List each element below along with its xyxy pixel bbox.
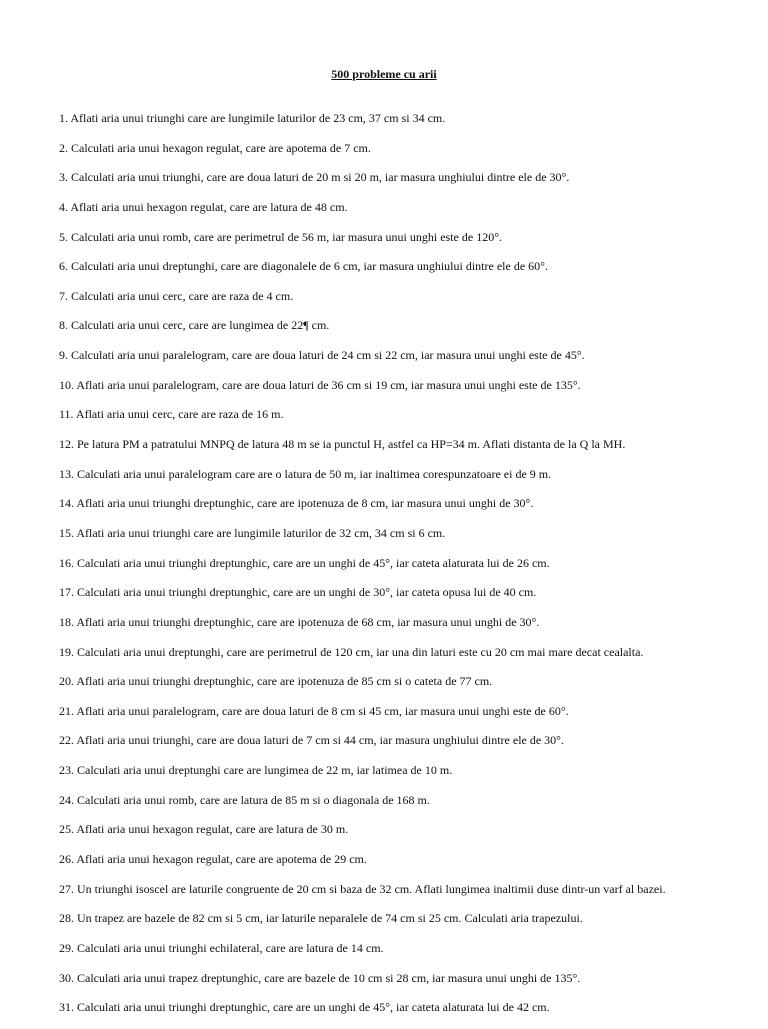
problem-item	[59, 258, 759, 288]
problem-text: Calculati aria unui triunghi dreptunghic, care are un unghi de 45°, iar cateta alaturata lui de 26 cm.	[77, 555, 550, 570]
problem-text: Calculati aria unui cerc, care are lungimea de 22¶ cm.	[71, 318, 330, 333]
problem-item	[59, 762, 759, 792]
problem-text: Aflati aria unui triunghi dreptunghic, care are ipotenuza de 8 cm, iar masura unui unghi de 30°.	[76, 496, 534, 511]
problem-text: Aflati aria unui hexagon regulat, care are latura de 48 cm.	[70, 199, 348, 214]
problem-text: Calculati aria unui dreptunghi care are lungimea de 22 m, iar latimea de 10 m.	[77, 763, 453, 778]
problem-text: Aflati aria unui triunghi care are lungimile laturilor de 23 cm, 37 cm si 34 cm.	[70, 111, 446, 125]
problem-text: Calculati aria unui triunghi, care are doua laturi de 20 m si 20 m, iar masura unghiului dintre ele de 30°.	[71, 170, 570, 185]
problem-item	[59, 140, 759, 170]
problem-item	[59, 436, 759, 466]
problem-number: 12.	[59, 437, 74, 452]
problem-item	[59, 347, 759, 377]
problem-number: 29.	[59, 940, 74, 955]
problem-item	[59, 406, 759, 436]
problem-item	[59, 584, 759, 614]
problem-text: Calculati aria unui triunghi echilateral, care are latura de 14 cm.	[77, 940, 384, 955]
problem-text: Calculati aria unui dreptunghi, care are perimetrul de 120 cm, iar una din laturi este cu 20 cm mai mare decat cealalta.	[77, 644, 644, 659]
problem-text: Calculati aria unui trapez dreptunghic, care are bazele de 10 cm si 28 cm, iar masura unui unghi de 135°.	[77, 970, 581, 985]
problem-text: Un trapez are bazele de 82 cm si 5 cm, iar laturile neparalele de 74 cm si 25 cm. Calculati aria trapezului.	[77, 911, 583, 926]
problem-number: 15.	[59, 525, 74, 540]
problem-number: 26.	[59, 852, 74, 867]
problem-item	[59, 821, 759, 851]
problem-text: Calculati aria unui romb, care are perimetrul de 56 m, iar masura unui unghi este de 120°.	[71, 229, 502, 244]
problem-number: 30.	[59, 970, 74, 985]
problem-number: 10.	[59, 377, 74, 392]
problem-item	[59, 703, 759, 733]
problem-number: 6.	[59, 259, 68, 274]
problem-text: Aflati aria unui triunghi dreptunghic, care are ipotenuza de 85 cm si o cateta de 77 cm.	[76, 674, 493, 689]
problem-number: 16.	[59, 555, 74, 570]
problem-number: 19.	[59, 644, 74, 659]
problem-item	[59, 999, 759, 1029]
problem-item	[59, 169, 759, 199]
problem-item	[59, 970, 759, 1000]
problem-item	[59, 110, 759, 140]
problem-item	[59, 555, 759, 585]
problem-number: 24.	[59, 792, 74, 807]
problem-number: 25.	[59, 822, 74, 837]
problem-text: Un triunghi isoscel are laturile congruente de 20 cm si baza de 32 cm. Aflati lungimea inaltimii duse dintr-un varf al bazei.	[77, 881, 666, 896]
problem-item	[59, 288, 759, 318]
problem-number: 27.	[59, 881, 74, 896]
problem-number: 9.	[59, 348, 68, 363]
problem-item	[59, 466, 759, 496]
problem-number: 11.	[59, 407, 74, 422]
problem-item	[59, 317, 759, 347]
document-title: 500 probleme cu arii	[331, 67, 437, 81]
problem-item	[59, 199, 759, 229]
problem-text: Aflati aria unui triunghi dreptunghic, care are ipotenuza de 68 cm, iar masura unui unghi de 30°.	[76, 614, 540, 629]
problem-item	[59, 792, 759, 822]
problem-text: Aflati aria unui triunghi, care are doua laturi de 7 cm si 44 cm, iar masura unghiului dintre ele de 30°.	[76, 733, 564, 748]
problem-item	[59, 614, 759, 644]
problem-text: Aflati aria unui triunghi care are lungimile laturilor de 32 cm, 34 cm si 6 cm.	[76, 525, 446, 540]
problem-text: Aflati aria unui hexagon regulat, care are latura de 30 m.	[76, 822, 349, 837]
problem-item	[59, 229, 759, 259]
problem-number: 7.	[59, 288, 68, 303]
problem-number: 1.	[59, 111, 68, 125]
problem-text: Calculati aria unui romb, care are latura de 85 m si o diagonala de 168 m.	[77, 792, 430, 807]
problem-text: Aflati aria unui hexagon regulat, care are apotema de 29 cm.	[76, 852, 367, 867]
problem-number: 31.	[59, 1000, 74, 1015]
problem-number: 2.	[59, 140, 68, 155]
problem-text: Aflati aria unui paralelogram, care are doua laturi de 36 cm si 19 cm, iar masura unui unghi este de 135°.	[76, 377, 581, 392]
problem-number: 14.	[59, 496, 74, 511]
problem-item	[59, 940, 759, 970]
problem-text: Calculati aria unui hexagon regulat, care are apotema de 7 cm.	[71, 140, 371, 155]
problem-number: 17.	[59, 585, 74, 600]
problem-text: Calculati aria unui dreptunghi, care are diagonalele de 6 cm, iar masura unghiului dintre ele de 60°.	[71, 259, 548, 274]
problem-item	[59, 525, 759, 555]
problem-item	[59, 732, 759, 762]
problem-number: 18.	[59, 614, 74, 629]
problem-text: Calculati aria unui triunghi dreptunghic, care are un unghi de 30°, iar cateta opusa lui de 40 cm.	[77, 585, 537, 600]
problem-item	[59, 673, 759, 703]
problem-item	[59, 910, 759, 940]
problem-number: 28.	[59, 911, 74, 926]
problem-number: 23.	[59, 763, 74, 778]
problem-number: 22.	[59, 733, 74, 748]
problem-number: 20.	[59, 674, 74, 689]
problem-number: 8.	[59, 318, 68, 333]
problem-text: Pe latura PM a patratului MNPQ de latura 48 m se ia punctul H, astfel ca HP=34 m. Aflati distanta de la Q la MH.	[77, 437, 626, 452]
problem-item	[59, 377, 759, 407]
problem-number: 13.	[59, 466, 74, 481]
problem-item	[59, 495, 759, 525]
problem-number: 4.	[59, 199, 68, 214]
problem-text: Calculati aria unui triunghi dreptunghic, care are un unghi de 45°, iar cateta alaturata lui de 42 cm.	[77, 1000, 550, 1015]
problem-number: 5.	[59, 229, 68, 244]
problem-text: Calculati aria unui paralelogram, care are doua laturi de 24 cm si 22 cm, iar masura unui unghi este de 45°.	[71, 348, 585, 363]
problem-text: Calculati aria unui cerc, care are raza de 4 cm.	[71, 288, 294, 303]
problem-item	[59, 881, 759, 911]
problem-number: 21.	[59, 703, 74, 718]
problem-text: Aflati aria unui cerc, care are raza de 16 m.	[75, 407, 284, 422]
problem-text: Aflati aria unui paralelogram, care are doua laturi de 8 cm si 45 cm, iar masura unui unghi este de 60°.	[76, 703, 569, 718]
problem-item	[59, 644, 759, 674]
problem-number: 3.	[59, 170, 68, 185]
problem-item	[59, 851, 759, 881]
problem-text: Calculati aria unui paralelogram care are o latura de 50 m, iar inaltimea corespunzatoare ei de 9 m.	[77, 466, 552, 481]
problem-list	[59, 110, 759, 1029]
